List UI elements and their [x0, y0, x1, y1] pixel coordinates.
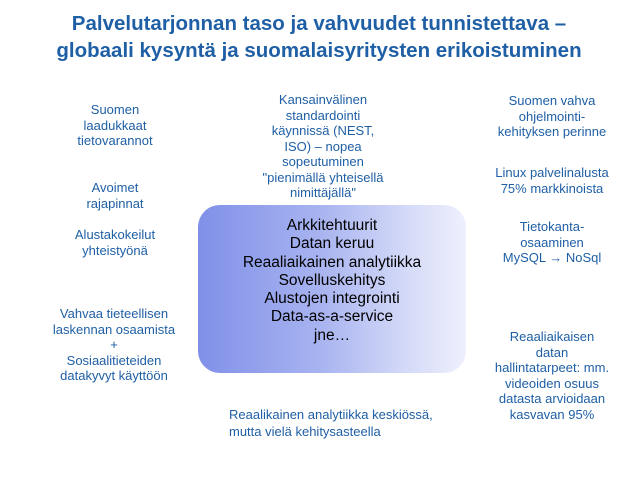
standardization-text-clip [225, 92, 421, 205]
center-line: Datan keruu [289, 235, 375, 253]
text-line: laskennan osaamista [52, 321, 176, 337]
center-line: Data-as-a-service [270, 308, 394, 326]
text-line: datan [535, 344, 569, 360]
text-line: standardointi [285, 107, 361, 123]
text-line: tietovarannot [77, 133, 153, 148]
text-line: Reaaliaikaisen [509, 329, 595, 344]
realtime-analytics-text [229, 406, 433, 440]
center-line: jne… [313, 326, 351, 344]
center-line: Sovelluskehitys [278, 271, 386, 289]
realtime-data-needs-text [472, 329, 632, 422]
text-line: Suomen vahva [508, 93, 596, 108]
linux-platform-text [472, 165, 632, 196]
text-line: datakyvyt käyttöön [60, 368, 168, 383]
finnish-data-resources-text [40, 102, 190, 149]
text-line: Reaalikainen analytiikka keskiössä, [229, 407, 433, 422]
center-line: Arkkitehtuurit [286, 217, 378, 234]
platform-pilots-text [40, 227, 190, 258]
text-line: MySQL → NoSql [502, 250, 602, 265]
text-line: datasta arvioidaan [498, 391, 606, 406]
programming-tradition-text [472, 93, 632, 140]
text-line: sopeutuminen [282, 154, 364, 169]
text-line: nimittäjällä" [289, 185, 357, 200]
text-line: mutta vielä kehitysasteella [229, 424, 381, 439]
page-title [0, 10, 638, 64]
scientific-computing-text [30, 306, 198, 384]
text-line: laadukkaat [83, 117, 147, 133]
text-line: kasvavan 95% [509, 406, 595, 422]
text-line: + [110, 337, 118, 352]
title-line-2: globaali kysyntä ja suomalaisyritysten erikoistuminen [56, 39, 582, 62]
text-line: Sosiaalitieteiden [66, 352, 162, 368]
text-line: Tietokanta- [519, 219, 585, 234]
text-line: Vahvaa tieteellisen [59, 306, 169, 321]
text-line: hallintatarpeet: mm. [494, 360, 610, 375]
text-line: yhteistyönä [82, 242, 148, 258]
text-line: Avoimet [91, 180, 139, 195]
text-line: Linux palvelinalusta [495, 165, 609, 180]
open-apis-text [40, 180, 190, 211]
center-line: Alustojen integrointi [264, 290, 400, 308]
text-line: käynnissä (NEST, [271, 123, 375, 138]
text-line: kehityksen perinne [497, 124, 607, 139]
text-line: 75% markkinoista [500, 180, 604, 196]
text-line: ohjelmointi- [518, 108, 586, 124]
text-line: ISO) – nopea [284, 138, 362, 154]
text-line: osaaminen [520, 234, 584, 250]
text-line: Suomen [90, 102, 140, 117]
text-line: videoiden osuus [505, 375, 599, 391]
center-capabilities-box [198, 205, 466, 373]
text-line: Alustakokeilut [74, 227, 156, 242]
database-skills-text [472, 219, 632, 266]
standardization-text [225, 92, 421, 201]
title-line-1: Palvelutarjonnan taso ja vahvuudet tunnistettava – [71, 12, 567, 35]
text-line: rajapinnat [86, 195, 144, 211]
text-line: Kansainvälinen [278, 92, 368, 107]
center-line: Reaaliaikainen analytiikka [242, 253, 422, 271]
text-line: "pienimällä yhteisellä [262, 169, 384, 185]
